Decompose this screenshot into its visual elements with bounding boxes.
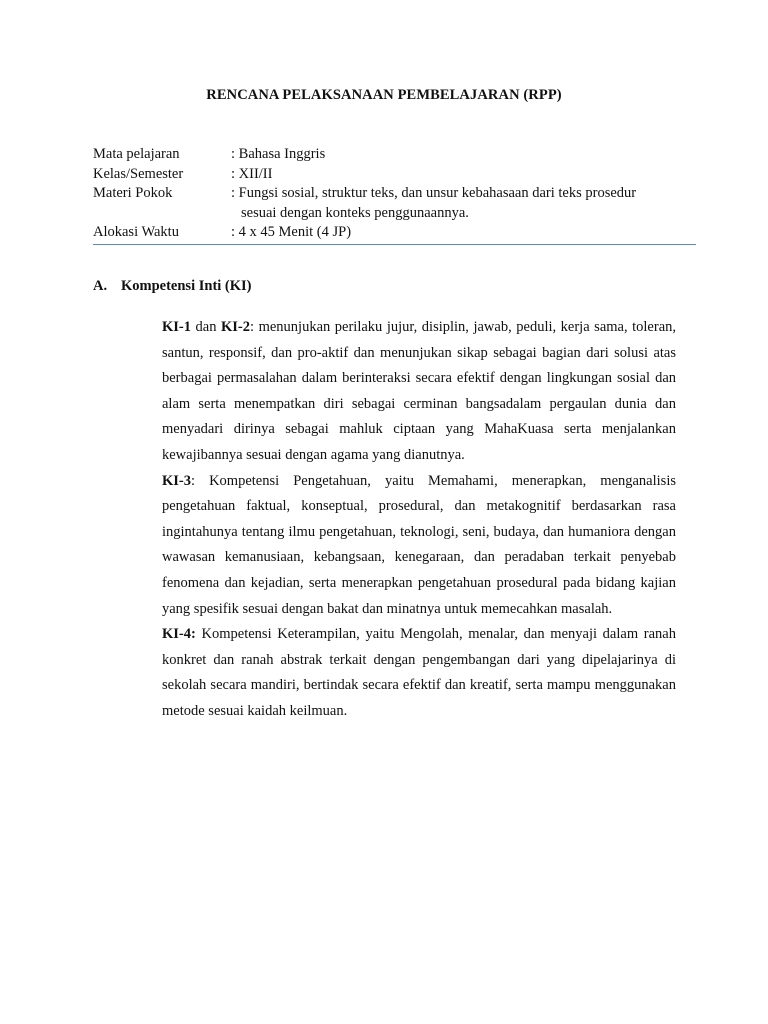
meta-label: Alokasi Waktu	[93, 224, 179, 240]
meta-row-time-allocation	[93, 223, 693, 243]
ki-4-paragraph	[162, 622, 676, 724]
document-title: RENCANA PELAKSANAAN PEMBELAJARAN (RPP)	[206, 87, 562, 103]
meta-value: : 4 x 45 Menit (4 JP)	[231, 224, 352, 240]
meta-value-continuation: sesuai dengan konteks penggunaannya.	[241, 204, 469, 221]
lesson-meta	[93, 145, 693, 243]
ki-3-text: : Kompetensi Pengetahuan, yaitu Memahami, menerapkan, menganalisis pengetahuan faktual, konseptual, prosedural, dan metakognitif berdasarkan rasa ingintahunya tentang ilmu pengetahuan, teknologi, seni, budaya, dan humaniora dengan wawasan kemanusiaan, kebangsaan, kenegaraan, dan peradaban terkait penyebab fenomena dan kejadian, serta menerapkan pengetahuan prosedural pada bidang kajian yang spesifik sesuai dengan bakat dan minatnya untuk memecahkan masalah.	[162, 472, 676, 617]
meta-value-wrap	[231, 184, 693, 223]
meta-label: Kelas/Semester	[93, 165, 184, 182]
meta-label: Materi Pokok	[93, 185, 173, 201]
meta-row-class-semester	[93, 165, 693, 185]
section-heading-core-competence	[93, 278, 252, 295]
core-competence-body	[162, 315, 676, 725]
ki-joiner: dan	[191, 319, 222, 335]
ki-1-2-paragraph	[162, 315, 676, 469]
section-title: Kompetensi Inti (KI)	[121, 278, 252, 294]
meta-row-subject	[93, 145, 693, 165]
ki-4-text: Kompetensi Keterampilan, yaitu Mengolah, menalar, dan menyaji dalam ranah konkret dan ranah abstrak terkait dengan pengembangan dari yang dipelajarinya di sekolah secara mandiri, bertindak secara efektif dan kreatif, serta mampu menggunakan metode sesuai kaidah keilmuan.	[162, 626, 676, 719]
meta-value: : Fungsi sosial, struktur teks, dan unsur kebahasaan dari teks prosedur	[231, 185, 637, 201]
ki-3-label: KI-3	[162, 472, 191, 489]
ki-4-label: KI-4:	[162, 626, 196, 643]
ki-1-2-text: : menunjukan perilaku jujur, disiplin, jawab, peduli, kerja sama, toleran, santun, responsif, dan pro-aktif dan menunjukan sikap sebagai bagian dari solusi atas berbagai permasalahan dalam berinteraksi secara efektif dengan lingkungan sosial dan alam serta menempatkan diri sebagai cerminan bangsadalam pergaulan dunia dan menyadari dirinya sebagai mahluk ciptaan yang MahaKuasa serta menjalankan kewajibannya sesuai dengan agama yang dianutnya.	[162, 319, 677, 463]
ki-1-label: KI-1	[162, 319, 191, 335]
ki-2-label: KI-2	[221, 319, 251, 335]
meta-row-main-material	[93, 184, 693, 223]
meta-label: Mata pelajaran	[93, 146, 180, 162]
meta-value: : XII/II	[231, 165, 273, 182]
ki-3-paragraph	[162, 469, 676, 623]
header-divider	[93, 244, 696, 245]
section-number: A.	[93, 278, 108, 294]
meta-value: : Bahasa Inggris	[231, 146, 326, 162]
